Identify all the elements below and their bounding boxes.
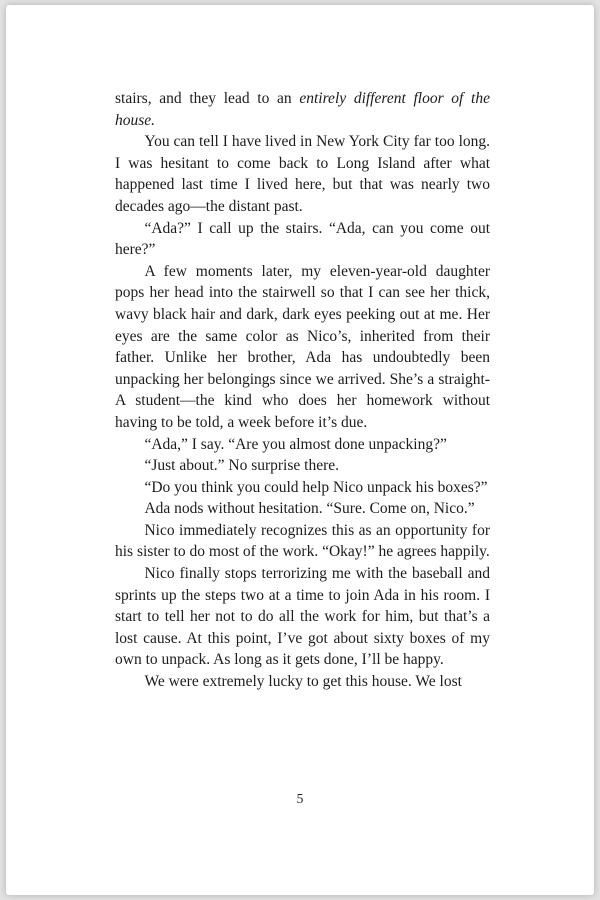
paragraph bbox=[115, 563, 490, 671]
body-text: We were extremely lucky to get this house. We lost bbox=[144, 673, 462, 691]
page-text bbox=[115, 88, 490, 693]
paragraph bbox=[115, 131, 490, 217]
paragraph bbox=[115, 498, 490, 520]
body-text: “Ada?” I call up the stairs. “Ada, can you come out here?” bbox=[115, 219, 490, 259]
paragraph bbox=[115, 218, 490, 261]
paragraph bbox=[115, 434, 490, 456]
body-text: A few moments later, my eleven-year-old daughter pops her head into the stairwell so that I can see her thick, wavy black hair and dark, dark eyes peeking out at me. Her eyes are the same color as Nico’s, inherited from their father. Unlike her brother, Ada has undoubtedly been unpacking her belongings since we arrived. She’s a straight-A student—the kind who does her homework without having to be told, a week before it’s due. bbox=[115, 262, 490, 431]
body-text: Ada nods without hesitation. “Sure. Come on, Nico.” bbox=[144, 500, 475, 518]
body-text: Nico immediately recognizes this as an opportunity for his sister to do most of the work. “Okay!” he agrees happily. bbox=[115, 521, 490, 561]
paragraph bbox=[115, 671, 490, 693]
body-text: stairs, and they lead to an bbox=[115, 90, 300, 107]
body-text: “Just about.” No surprise there. bbox=[144, 457, 339, 475]
body-text: Nico finally stops terrorizing me with the baseball and sprints up the steps two at a time to join Ada in his room. I start to tell her not to do all the work for him, but that’s a lost cause. At this point, I’ve got about sixty boxes of my own to unpack. As long as it gets done, I’ll be happy. bbox=[115, 565, 490, 669]
paragraph bbox=[115, 455, 490, 477]
body-text: You can tell I have lived in New York City far too long. I was hesitant to come back to Long Island after what happened last time I lived here, but that was nearly two decades ago—the distant past. bbox=[115, 133, 490, 215]
body-text: “Do you think you could help Nico unpack his boxes?” bbox=[144, 478, 488, 496]
paragraph bbox=[115, 520, 490, 563]
italic-text: entirely different floor of the house. bbox=[115, 90, 490, 129]
page-number: 5 bbox=[296, 791, 304, 806]
paragraph bbox=[115, 261, 490, 434]
paragraph bbox=[115, 477, 490, 499]
book-page bbox=[6, 5, 594, 895]
paragraph bbox=[115, 88, 490, 131]
body-text: “Ada,” I say. “Are you almost done unpacking?” bbox=[144, 435, 447, 453]
